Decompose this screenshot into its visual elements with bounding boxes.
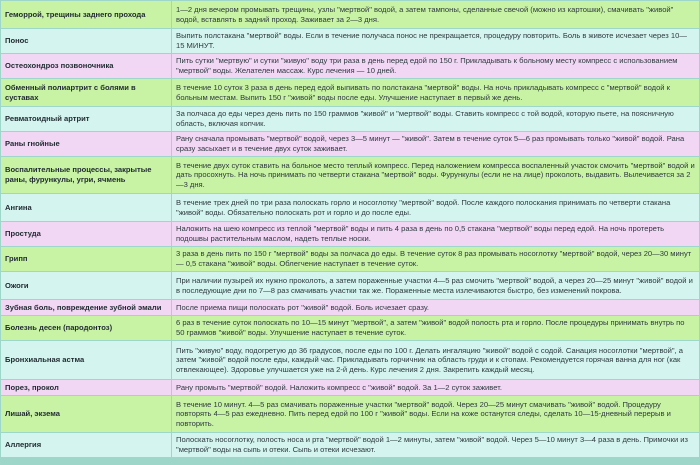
ailment-name: Болезнь десен (пародонтоз) (1, 316, 171, 340)
table-row (1, 54, 699, 78)
ailment-name: Геморрой, трещины заднего прохода (1, 1, 171, 28)
table-row (1, 79, 699, 106)
ailment-name: Грипп (1, 247, 171, 271)
ailment-name: Раны гнойные (1, 132, 171, 156)
ailment-name: Ангина (1, 194, 171, 221)
ailment-name: Аллергия (1, 433, 171, 457)
treatment-text: Выпить полстакана "мертвой" воды. Если в течение получаса понос не прекращается, процедуру повторить. Боль в животе исчезает через 10—15 МИНУТ. (172, 29, 699, 53)
ailment-name: Понос (1, 29, 171, 53)
ailment-name: Порез, прокол (1, 380, 171, 395)
ailment-name: Воспалительные процессы, закрытые раны, фурункулы, угри, ячмень (1, 157, 171, 193)
table-row (1, 316, 699, 340)
table-row (1, 247, 699, 271)
ailment-name: Зубная боль, повреждение зубной эмали (1, 300, 171, 315)
treatment-text: Пить "живую" воду, подогретую до 36 градусов, после еды по 100 г. Делать ингаляцию "живой" водой с содой. Санация носоглотки "мертвой", а затем "живой" водой после еды, каждый час. Прикладывать горчичник на область груди и к стопам. Рекомендуется горячая ванна для ног (как отвлекающее). Здоровье улучшается уже на 2-й день. Курс лечения 2 дня. Закрепить каждый месяц. (172, 341, 699, 379)
ailment-name: Лишай, экзема (1, 396, 171, 432)
treatment-text: После приема пищи полоскать рот "живой" водой. Боль исчезает сразу. (172, 300, 699, 315)
ailment-name: Ожоги (1, 272, 171, 299)
treatment-text: В течение трех дней по три раза полоскать горло и носоглотку "мертвой" водой. После каждого полоскания принимать по четверти стакана "живой" воды. Обязательно полоскать рот и горло и до после еды. (172, 194, 699, 221)
treatment-text: 3 раза в день пить по 150 г "мертвой" воды за полчаса до еды. В течение суток 8 раз промывать носоглотку "мертвой" водой, через 20—30 минут — 0,5 стакана "живой" воды. Облегчение наступает в течение суток. (172, 247, 699, 271)
treatment-text: Рану сначала промывать "мертвой" водой, через 3—5 минут — "живой". Затем в течение суток 5—6 раз промывать только "живой" водой. Рана сразу засыхает и в течение двух суток заживает. (172, 132, 699, 156)
treatment-text: Наложить на шею компресс из теплой "мертвой" воды и пить 4 раза в день по 0,5 стакана "мертвой" воды перед едой. На ночь протереть подошвы растительным маслом, надеть теплые носки. (172, 222, 699, 246)
table-row (1, 1, 699, 28)
treatment-text: В течение двух суток ставить на больное место теплый компресс. Перед наложением компресса воспаленный участок смочить "мертвой" водой и дать просохнуть. На ночь принимать по четверти стакана "мертвой" воды. Фурункулы (если не на лице) проколоть, выдавить. Вылечивается за 2—3 дня. (172, 157, 699, 193)
table-row (1, 132, 699, 156)
table-row (1, 272, 699, 299)
table-row (1, 29, 699, 53)
table-row (1, 222, 699, 246)
table-row (1, 396, 699, 432)
table-row (1, 380, 699, 395)
treatment-text: Полоскать носоглотку, полость носа и рта "мертвой" водой 1—2 минуты, затем "живой" водой. Через 5—10 минут 3—4 раза в день. Примочки из "мертвой" воды на сыпь и отеки. Сыпь и отеки исчезают. (172, 433, 699, 457)
treatment-text: Рану промыть "мертвой" водой. Наложить компресс с "живой" водой. За 1—2 суток заживет. (172, 380, 699, 395)
treatment-text: При наличии пузырей их нужно проколоть, а затем пораженные участки 4—5 раз смочить "мертвой" водой, а через 20—25 минут "живой" водой и в последующие дни по 7—8 раз смачивать участки так же. Пораженные места излечиваются быстро, без изменений покрова. (172, 272, 699, 299)
treatment-text: Пить сутки "мертвую" и сутки "живую" воду три раза в день перед едой по 150 г. Прикладывать к больному месту компресс с использованием "мертвой" воды. Желателен массаж. Курс лечения — 10 дней. (172, 54, 699, 78)
ailment-name: Простуда (1, 222, 171, 246)
table-row (1, 107, 699, 131)
table-row (1, 194, 699, 221)
ailment-name: Бронхиальная астма (1, 341, 171, 379)
ailment-name: Ревматоидный артрит (1, 107, 171, 131)
table-row (1, 157, 699, 193)
table-row (1, 300, 699, 315)
treatment-text: За полчаса до еды через день пить по 150 граммов "живой" и "мертвой" воды. Ставить компресс с той водой, которую пьете, на поясничную область, включая копчик. (172, 107, 699, 131)
table-row (1, 341, 699, 379)
treatment-text: 1—2 дня вечером промывать трещины, узлы "мертвой" водой, а затем тампоны, сделанные свечой (можно из картошки), смачивать "живой" водой, вставлять в задний проход. Заживает за 2—3 дня. (172, 1, 699, 28)
ailment-name: Обменный полиартрит с болями в суставах (1, 79, 171, 106)
treatment-text: 6 раз в течение суток полоскать по 10—15 минут "мертвой", а затем "живой" водой полость рта и горло. После процедуры принимать внутрь по 50 граммов "живой" воды. Улучшение наступает в течение суток. (172, 316, 699, 340)
treatment-text: В течение 10 суток 3 раза в день перед едой выпивать по полстакана "мертвой" воды. На ночь прикладывать компресс с "мертвой" водой к больным местам. Выпить 150 г "живой" воды после еды. Улучшение наступает в первый же день. (172, 79, 699, 106)
table-row (1, 433, 699, 457)
ailment-name: Остеохондроз позвоночника (1, 54, 171, 78)
treatment-text: В течение 10 минут. 4—5 раз смачивать пораженные участки "мертвой" водой. Через 20—25 минут смачивать "живой" водой. Процедуру повторять 4—5 раз ежедневно. Пить перед едой по 100 г "живой" воды. Если на коже останутся следы, сделать 10—15-дневный перерыв и повторить. (172, 396, 699, 432)
